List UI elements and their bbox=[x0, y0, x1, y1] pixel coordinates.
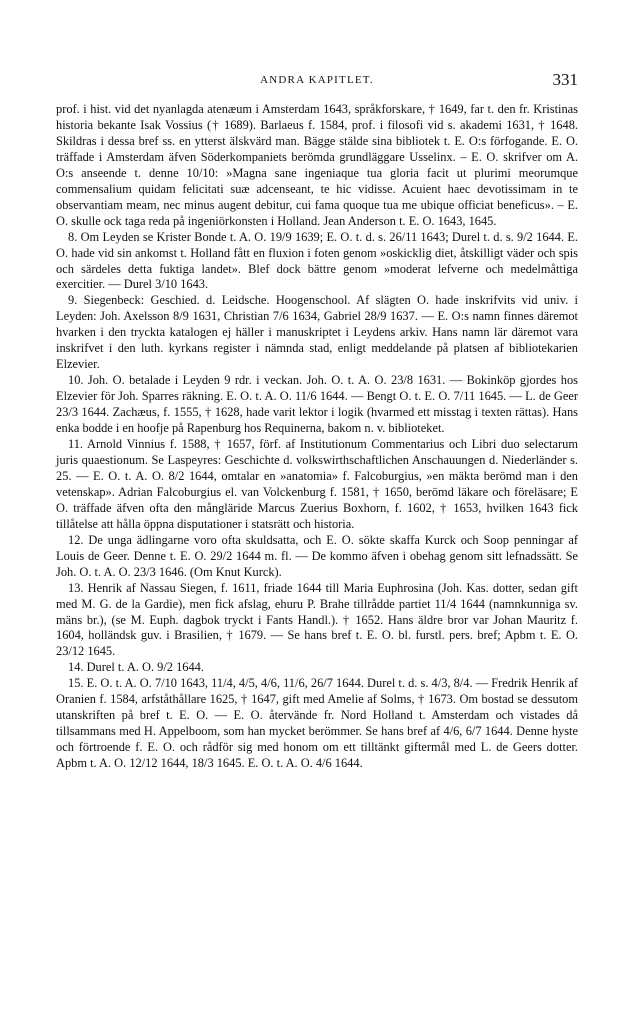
running-head bbox=[56, 70, 578, 90]
note-10: 10. Joh. O. betalade i Leyden 9 rdr. i veckan. Joh. O. t. A. O. 23/8 1631. — Bokinköp gjordes hos Elzevier för Joh. Sparres räkning. E. O. t. A. O. 11/6 1644. — Bengt O. t. E. O. 7/11 1645. — L. de Geer 23/3 1644. Zachæus, f. 1555, † 1628, hade varit lektor i logik (hvarmed ett misstag i texten rättas). Hans enka bodde i en hoofje på Rapenburg hos Requinerna, bakom n. v. biblioteket. bbox=[56, 373, 578, 436]
notes-body bbox=[56, 102, 578, 772]
running-title: ANDRA KAPITLET. bbox=[260, 74, 374, 86]
note-13: 13. Henrik af Nassau Siegen, f. 1611, friade 1644 till Maria Euphrosina (Joh. Kas. dotter, sedan gift med M. G. de la Gardie), men fick afslag, ehuru P. Brahe tillrådde partiet 11/4 1644 (namnkunniga sv. mäns br.), (se M. Euph. dagbok tryckt i Fants Handl.). † 1652. Hans äldre bror var Johan Mauritz f. 1604, holländsk guv. i Brasilien, † 1679. — Se hans bref t. E. O. bl. furstl. pers. bref; Apbm t. E. O. 23/12 1645. bbox=[56, 580, 578, 659]
continued-paragraph: prof. i hist. vid det nyanlagda atenæum i Amsterdam 1643, språkforskare, † 1649, far t. den fr. Kristinas historia bekante Isak Vossius († 1689). Barlaeus f. 1584, prof. i filosofi vid s. akademi 1631, † 1648. Skildras i dessa bref ss. en ytterst älskvärd man. Bägge stälde sina bibliotek t. E. O:s förfogande. E. O. träffade i Amsterdam äfven Söderkompaniets berömda grundläggare Usselinx. – E. O. skrifver om A. O:s anseende t. denne 10/10: »Magna sane ingeniaque tua gloria facit ut plurimi meorumque commensalium quidam felicitati suæ adcenseant, te hic vidisse. Acuient haec devotissimam in te observantiam meam, nec minus augent debitur, cui fama quoque tua me ubique officiat beneficus». – E. O. skulle ock taga reda på ingeniörkonsten i Holland. Jean Anderson t. E. O. 1643, 1645. bbox=[56, 102, 578, 228]
page-number: 331 bbox=[552, 70, 578, 89]
note-8: 8. Om Leyden se Krister Bonde t. A. O. 19/9 1639; E. O. t. d. s. 26/11 1643; Durel t. d. s. 9/2 1644. E. O. hade vid sin ankomst t. Holland fått en fluxion i foten genom »oskicklig diet, åtskilligt väder och spis och särdeles detta fuktiga landet». Blef dock bättre genom »moderat lefverne och medelmåttiga exercitier. — Durel 3/10 1643. bbox=[56, 229, 578, 292]
note-15: 15. E. O. t. A. O. 7/10 1643, 11/4, 4/5, 4/6, 11/6, 26/7 1644. Durel t. d. s. 4/3, 8/4. — Fredrik Henrik af Oranien f. 1584, arfståthållare 1625, † 1647, gift med Amelie af Solms, † 1673. Om bostad se dessutom utanskriften på bref t. E. O. — E. O. återvände fr. Nord Holland t. Amsterdam och vistades då tillsammans med H. Appelboom, som han mycket berömmer. Se hans bref af 4/6, 6/7 1644. Denne hyste och förtroende f. E. O. och rådför sig med honom om ett tilltänkt giftermål med L. de Geers dotter. Apbm t. A. O. 12/12 1644, 18/3 1645. E. O. t. A. O. 4/6 1644. bbox=[56, 676, 578, 771]
note-9: 9. Siegenbeck: Geschied. d. Leidsche. Hoogenschool. Af slägten O. hade inskrifvits vid univ. i Leyden: Joh. Axelsson 8/9 1631, Christian 7/6 1634, Gabriel 28/9 1637. — E. O:s namn finnes däremot hvarken i den tryckta katalogen ej häller i manuskriptet i Leydens arkiv. Hans namn lär däremot vara inskrifvet i den luth. kyrkans register i nämnda stad, enligt meddelande på platsen af bibliotekarien Elzevier. bbox=[56, 293, 578, 372]
note-12: 12. De unga ädlingarne voro ofta skuldsatta, och E. O. sökte skaffa Kurck och Soop penningar af Louis de Geer. Denne t. E. O. 29/2 1644 m. fl. — De kommo äfven i obehag genom sitt lefnadssätt. Se Joh. O. t. A. O. 23/3 1646. (Om Knut Kurck). bbox=[56, 532, 578, 579]
note-11: 11. Arnold Vinnius f. 1588, † 1657, förf. af Institutionum Commentarius och Libri duo selectarum juris quaestionum. Se Laspeyres: Geschichte d. volkswirthschaftlichen Anschauungen d. Niederländer s. 25. — E. O. t. A. O. 8/2 1644, omtalar en »anatomia» f. Falcoburgius, »en mäkta berömd man i den vetenskap». Adrian Falcoburgius el. van Volckenburg f. 1581, † 1650, berömd läkare och föreläsare; E O. träffade äfven ofta den mångläride Marcus Zuerius Boxhorn, f. 1602, † 1653, hvilken 1643 fick tillåtelse att hålla öppna disputationer i statsrätt och historia. bbox=[56, 437, 578, 531]
note-14: 14. Durel t. A. O. 9/2 1644. bbox=[68, 660, 204, 675]
